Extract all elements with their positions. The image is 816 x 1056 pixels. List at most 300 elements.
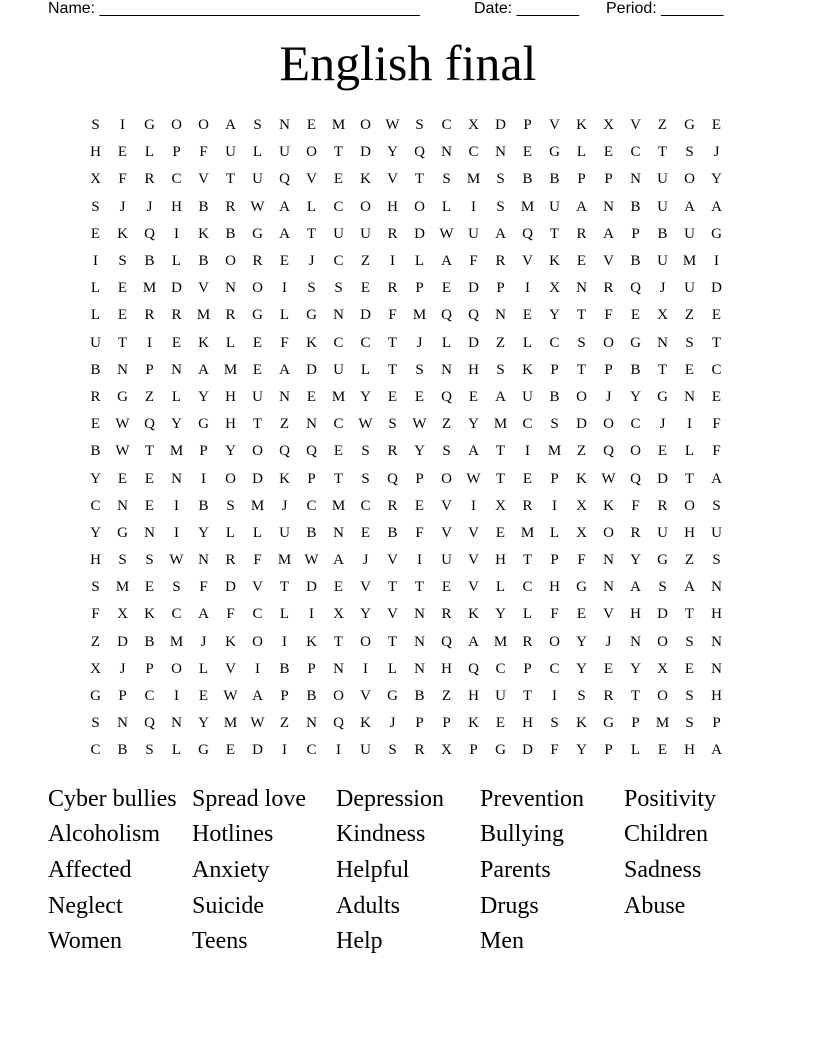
grid-letter[interactable]: Y [90,470,101,487]
grid-letter[interactable]: V [387,606,398,623]
grid-letter[interactable]: S [577,688,586,705]
grid-letter[interactable]: N [279,388,290,405]
grid-letter[interactable]: F [199,144,208,161]
grid-letter[interactable]: N [414,633,425,650]
grid-letter[interactable]: E [522,144,533,161]
grid-letter[interactable]: K [468,606,479,623]
grid-letter[interactable]: W [466,470,481,487]
grid-letter[interactable]: C [333,198,344,215]
grid-letter[interactable]: H [495,552,506,569]
grid-letter[interactable]: X [468,117,479,134]
grid-letter[interactable]: O [171,117,182,134]
grid-letter[interactable]: E [414,388,425,405]
grid-letter[interactable]: S [91,117,100,134]
grid-letter[interactable]: C [306,742,317,759]
grid-letter[interactable]: E [711,307,722,324]
period-field[interactable]: Period: _______ [606,0,724,17]
grid-letter[interactable]: W [250,715,265,732]
grid-letter[interactable]: Y [171,416,182,433]
grid-letter[interactable]: A [684,198,695,215]
grid-letter[interactable]: D [522,742,533,759]
grid-letter[interactable]: I [471,198,476,215]
grid-letter[interactable]: G [549,144,560,161]
grid-letter[interactable]: S [712,497,721,514]
grid-letter[interactable]: G [603,715,614,732]
grid-letter[interactable]: F [415,524,424,541]
grid-letter[interactable]: U [657,253,668,270]
grid-letter[interactable]: N [414,660,425,677]
grid-letter[interactable]: T [387,579,398,596]
grid-letter[interactable]: D [225,579,236,596]
grid-letter[interactable]: L [144,144,155,161]
grid-letter[interactable]: X [441,742,452,759]
grid-letter[interactable]: B [117,742,128,759]
grid-letter[interactable]: E [144,470,155,487]
grid-letter[interactable]: A [468,633,479,650]
grid-letter[interactable]: M [520,524,535,541]
grid-letter[interactable]: D [468,280,479,297]
grid-letter[interactable]: E [144,497,155,514]
grid-letter[interactable]: O [603,416,614,433]
grid-letter[interactable]: E [333,579,344,596]
grid-letter[interactable]: Q [144,715,155,732]
grid-letter[interactable]: B [198,497,209,514]
grid-letter[interactable]: R [495,253,506,270]
grid-letter[interactable]: W [385,117,400,134]
grid-letter[interactable]: P [631,715,640,732]
grid-letter[interactable]: O [630,443,641,460]
grid-letter[interactable]: Q [306,443,317,460]
grid-letter[interactable]: S [685,334,694,351]
grid-letter[interactable]: Q [441,388,452,405]
grid-letter[interactable]: S [550,416,559,433]
grid-letter[interactable]: M [493,416,508,433]
grid-letter[interactable]: I [309,606,314,623]
grid-letter[interactable]: N [117,715,128,732]
grid-letter[interactable]: Q [441,633,452,650]
grid-letter[interactable]: Y [360,388,371,405]
grid-letter[interactable]: S [496,361,505,378]
grid-letter[interactable]: I [282,280,287,297]
grid-letter[interactable]: V [441,497,452,514]
grid-letter[interactable]: S [685,688,694,705]
grid-letter[interactable]: R [630,524,641,541]
grid-letter[interactable]: P [604,742,613,759]
grid-letter[interactable]: T [495,470,506,487]
grid-letter[interactable]: P [604,171,613,188]
grid-letter[interactable]: H [441,660,452,677]
grid-letter[interactable]: U [333,361,344,378]
grid-letter[interactable]: Y [198,388,209,405]
grid-letter[interactable]: D [711,280,722,297]
grid-letter[interactable]: K [468,715,479,732]
grid-letter[interactable]: D [576,416,587,433]
grid-letter[interactable]: U [495,688,506,705]
grid-letter[interactable]: Z [441,416,452,433]
grid-letter[interactable]: S [712,552,721,569]
grid-letter[interactable]: L [198,660,209,677]
grid-letter[interactable]: T [387,633,398,650]
grid-letter[interactable]: K [360,171,371,188]
grid-letter[interactable]: U [468,225,479,242]
grid-letter[interactable]: T [576,361,587,378]
grid-letter[interactable]: S [577,334,586,351]
grid-letter[interactable]: L [171,253,182,270]
grid-letter[interactable]: K [576,715,587,732]
grid-letter[interactable]: A [576,198,587,215]
grid-letter[interactable]: K [576,117,587,134]
grid-letter[interactable]: R [441,606,452,623]
grid-letter[interactable]: L [90,307,101,324]
grid-letter[interactable]: R [522,497,533,514]
grid-letter[interactable]: T [657,361,668,378]
grid-letter[interactable]: N [333,524,344,541]
grid-letter[interactable]: D [657,606,668,623]
grid-letter[interactable]: K [306,633,317,650]
grid-letter[interactable]: O [603,524,614,541]
grid-letter[interactable]: P [523,117,532,134]
grid-letter[interactable]: O [198,117,209,134]
grid-letter[interactable]: P [415,280,424,297]
grid-letter[interactable]: F [604,307,613,324]
grid-letter[interactable]: U [684,225,695,242]
grid-letter[interactable]: N [117,361,128,378]
grid-letter[interactable]: C [522,579,533,596]
grid-letter[interactable]: S [442,443,451,460]
grid-letter[interactable]: Q [279,171,290,188]
grid-letter[interactable]: A [630,579,641,596]
grid-letter[interactable]: A [198,361,209,378]
grid-letter[interactable]: V [468,579,479,596]
grid-letter[interactable]: L [306,198,317,215]
grid-letter[interactable]: N [198,552,209,569]
grid-letter[interactable]: X [333,606,344,623]
grid-letter[interactable]: L [630,742,641,759]
grid-letter[interactable]: H [225,416,236,433]
grid-letter[interactable]: U [441,552,452,569]
grid-letter[interactable]: H [171,198,182,215]
grid-letter[interactable]: S [118,253,127,270]
grid-letter[interactable]: L [522,606,533,623]
grid-letter[interactable]: J [146,198,153,215]
grid-letter[interactable]: V [360,688,371,705]
grid-letter[interactable]: S [388,742,397,759]
grid-letter[interactable]: H [387,198,398,215]
grid-letter[interactable]: O [657,688,668,705]
grid-letter[interactable]: Y [711,171,722,188]
grid-letter[interactable]: R [387,280,398,297]
grid-letter[interactable]: N [414,606,425,623]
grid-letter[interactable]: V [603,253,614,270]
grid-letter[interactable]: B [225,225,236,242]
grid-letter[interactable]: H [549,579,560,596]
grid-letter[interactable]: C [333,416,344,433]
grid-letter[interactable]: E [414,497,425,514]
grid-letter[interactable]: B [630,198,641,215]
grid-letter[interactable]: S [415,361,424,378]
grid-letter[interactable]: U [549,198,560,215]
grid-letter[interactable]: E [306,388,317,405]
grid-letter[interactable]: Y [387,144,398,161]
grid-letter[interactable]: A [711,470,722,487]
grid-letter[interactable]: S [685,715,694,732]
grid-letter[interactable]: B [522,171,533,188]
grid-letter[interactable]: T [279,579,290,596]
grid-letter[interactable]: Z [495,334,506,351]
grid-letter[interactable]: G [306,307,317,324]
grid-letter[interactable]: P [280,688,289,705]
grid-letter[interactable]: P [550,470,559,487]
grid-letter[interactable]: Q [333,715,344,732]
grid-letter[interactable]: M [520,198,535,215]
grid-letter[interactable]: B [306,524,317,541]
grid-letter[interactable]: O [360,633,371,650]
grid-letter[interactable]: E [657,742,668,759]
grid-letter[interactable]: E [387,388,398,405]
grid-letter[interactable]: N [576,280,587,297]
grid-letter[interactable]: E [468,388,479,405]
grid-letter[interactable]: B [657,225,668,242]
grid-letter[interactable]: C [360,497,371,514]
grid-letter[interactable]: K [198,225,209,242]
grid-letter[interactable]: Z [90,633,101,650]
grid-letter[interactable]: N [495,144,506,161]
grid-letter[interactable]: M [331,388,346,405]
grid-letter[interactable]: S [307,280,316,297]
grid-letter[interactable]: G [684,117,695,134]
grid-letter[interactable]: I [255,660,260,677]
grid-letter[interactable]: B [90,361,101,378]
grid-letter[interactable]: E [252,361,263,378]
grid-letter[interactable]: E [225,742,236,759]
grid-letter[interactable]: R [225,198,236,215]
grid-letter[interactable]: R [144,171,155,188]
grid-letter[interactable]: H [522,715,533,732]
grid-letter[interactable]: N [630,633,641,650]
grid-letter[interactable]: S [145,552,154,569]
grid-letter[interactable]: C [549,660,560,677]
grid-letter[interactable]: N [441,144,452,161]
grid-letter[interactable]: H [225,388,236,405]
grid-letter[interactable]: O [252,280,263,297]
grid-letter[interactable]: L [414,253,425,270]
grid-letter[interactable]: S [685,144,694,161]
grid-letter[interactable]: M [547,443,562,460]
grid-letter[interactable]: S [91,198,100,215]
grid-letter[interactable]: A [603,225,614,242]
grid-letter[interactable]: B [549,171,560,188]
grid-letter[interactable]: V [387,171,398,188]
grid-letter[interactable]: L [576,144,587,161]
grid-letter[interactable]: M [466,171,481,188]
grid-letter[interactable]: V [198,171,209,188]
grid-letter[interactable]: J [659,416,666,433]
grid-letter[interactable]: M [331,497,346,514]
grid-letter[interactable]: T [333,470,344,487]
grid-letter[interactable]: T [522,688,533,705]
grid-letter[interactable]: U [279,524,290,541]
grid-letter[interactable]: R [225,552,236,569]
grid-letter[interactable]: J [389,715,396,732]
grid-letter[interactable]: N [279,117,290,134]
grid-letter[interactable]: T [306,225,317,242]
grid-letter[interactable]: W [250,198,265,215]
grid-letter[interactable]: A [468,443,479,460]
grid-letter[interactable]: Q [387,470,398,487]
grid-letter[interactable]: D [468,334,479,351]
grid-letter[interactable]: A [279,361,290,378]
grid-letter[interactable]: B [198,198,209,215]
grid-letter[interactable]: F [118,171,127,188]
grid-letter[interactable]: V [549,117,560,134]
grid-letter[interactable]: S [658,579,667,596]
grid-letter[interactable]: T [414,171,425,188]
grid-letter[interactable]: V [225,660,236,677]
grid-letter[interactable]: X [576,524,587,541]
grid-letter[interactable]: J [200,633,207,650]
grid-letter[interactable]: T [117,334,128,351]
grid-letter[interactable]: V [468,552,479,569]
grid-letter[interactable]: E [117,307,128,324]
grid-letter[interactable]: V [630,117,641,134]
grid-letter[interactable]: O [225,253,236,270]
grid-letter[interactable]: D [657,470,668,487]
grid-letter[interactable]: D [171,280,182,297]
grid-letter[interactable]: E [603,660,614,677]
grid-letter[interactable]: L [441,334,452,351]
grid-letter[interactable]: C [711,361,722,378]
grid-letter[interactable]: C [171,606,182,623]
grid-letter[interactable]: E [657,443,668,460]
grid-letter[interactable]: Y [225,443,236,460]
grid-letter[interactable]: O [684,497,695,514]
grid-letter[interactable]: P [496,280,505,297]
grid-letter[interactable]: G [90,688,101,705]
grid-letter[interactable]: E [711,117,722,134]
grid-letter[interactable]: V [252,579,263,596]
grid-letter[interactable]: L [171,388,182,405]
grid-letter[interactable]: X [657,307,668,324]
grid-letter[interactable]: N [603,579,614,596]
grid-letter[interactable]: N [711,579,722,596]
grid-letter[interactable]: D [495,117,506,134]
grid-letter[interactable]: G [198,742,209,759]
grid-letter[interactable]: B [279,660,290,677]
grid-letter[interactable]: Q [441,307,452,324]
grid-letter[interactable]: N [657,334,668,351]
grid-letter[interactable]: M [250,497,265,514]
grid-letter[interactable]: Y [630,388,641,405]
name-field[interactable]: Name: ____________________________________ [48,0,420,17]
grid-letter[interactable]: G [630,334,641,351]
grid-letter[interactable]: P [415,715,424,732]
grid-letter[interactable]: S [145,742,154,759]
grid-letter[interactable]: N [171,470,182,487]
grid-letter[interactable]: O [225,470,236,487]
date-field[interactable]: Date: _______ [474,0,579,17]
grid-letter[interactable]: N [144,524,155,541]
grid-letter[interactable]: I [174,688,179,705]
grid-letter[interactable]: O [360,117,371,134]
grid-letter[interactable]: X [549,280,560,297]
grid-letter[interactable]: K [522,361,533,378]
grid-letter[interactable]: L [360,361,371,378]
grid-letter[interactable]: J [713,144,720,161]
grid-letter[interactable]: U [522,388,533,405]
grid-letter[interactable]: E [90,416,101,433]
grid-letter[interactable]: X [576,497,587,514]
grid-letter[interactable]: E [360,524,371,541]
grid-letter[interactable]: Y [495,606,506,623]
grid-letter[interactable]: H [90,552,101,569]
grid-letter[interactable]: Q [630,280,641,297]
grid-letter[interactable]: X [495,497,506,514]
grid-letter[interactable]: K [576,470,587,487]
grid-letter[interactable]: C [630,144,641,161]
grid-letter[interactable]: P [118,688,127,705]
grid-letter[interactable]: D [306,579,317,596]
grid-letter[interactable]: S [496,198,505,215]
grid-letter[interactable]: S [91,715,100,732]
grid-letter[interactable]: A [495,225,506,242]
grid-letter[interactable]: V [306,171,317,188]
grid-letter[interactable]: I [174,497,179,514]
grid-letter[interactable]: R [414,742,425,759]
grid-letter[interactable]: C [549,334,560,351]
grid-letter[interactable]: S [550,715,559,732]
grid-letter[interactable]: J [659,280,666,297]
grid-letter[interactable]: U [657,198,668,215]
grid-letter[interactable]: V [387,552,398,569]
grid-letter[interactable]: M [493,633,508,650]
grid-letter[interactable]: F [199,579,208,596]
grid-letter[interactable]: E [522,470,533,487]
grid-letter[interactable]: E [333,443,344,460]
grid-letter[interactable]: G [117,388,128,405]
grid-letter[interactable]: B [90,443,101,460]
grid-letter[interactable]: T [144,443,155,460]
grid-letter[interactable]: Y [90,524,101,541]
grid-letter[interactable]: Y [468,416,479,433]
grid-letter[interactable]: I [174,524,179,541]
grid-letter[interactable]: W [223,688,238,705]
grid-letter[interactable]: E [441,280,452,297]
grid-letter[interactable]: Y [414,443,425,460]
grid-letter[interactable]: C [90,742,101,759]
grid-letter[interactable]: B [198,253,209,270]
grid-letter[interactable]: R [387,225,398,242]
grid-letter[interactable]: G [252,307,263,324]
grid-letter[interactable]: M [223,361,238,378]
grid-letter[interactable]: P [712,715,721,732]
grid-letter[interactable]: W [358,416,373,433]
grid-letter[interactable]: E [279,253,290,270]
grid-letter[interactable]: Z [684,307,695,324]
grid-letter[interactable]: E [252,334,263,351]
grid-letter[interactable]: S [253,117,262,134]
grid-letter[interactable]: Q [414,144,425,161]
grid-letter[interactable]: M [655,715,670,732]
grid-letter[interactable]: W [439,225,454,242]
grid-letter[interactable]: Q [144,225,155,242]
grid-letter[interactable]: P [577,171,586,188]
grid-letter[interactable]: A [279,225,290,242]
grid-letter[interactable]: U [333,225,344,242]
grid-letter[interactable]: I [363,660,368,677]
grid-letter[interactable]: S [172,579,181,596]
grid-letter[interactable]: M [142,280,157,297]
grid-letter[interactable]: N [711,660,722,677]
